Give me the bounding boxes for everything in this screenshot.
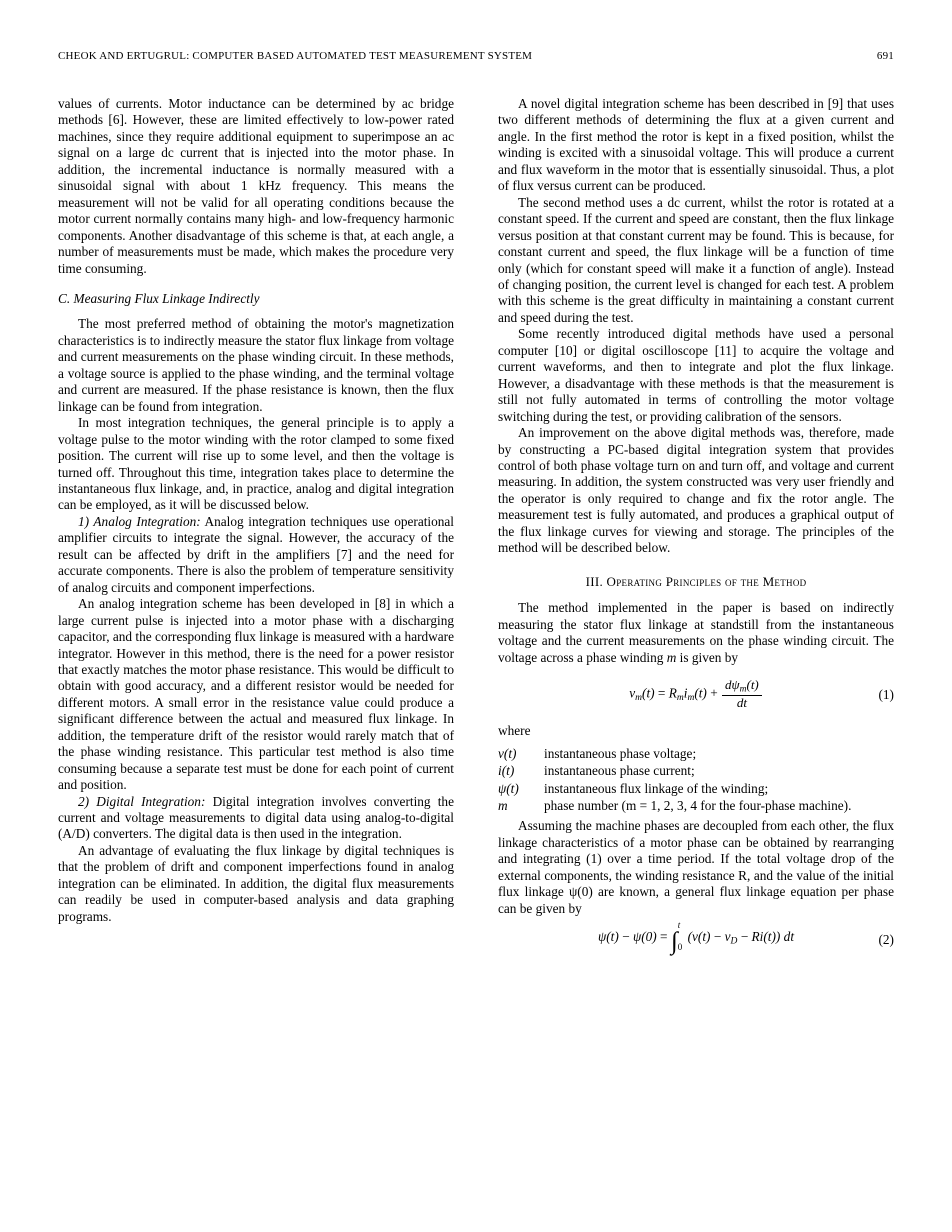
left-column	[58, 96, 454, 1186]
running-head-title: CHEOK AND ERTUGRUL: COMPUTER BASED AUTOMATED TEST MEASUREMENT SYSTEM	[58, 50, 533, 62]
run-in-heading-digital: 2) Digital Integration:	[78, 793, 206, 809]
paragraph-digital-integration	[58, 794, 454, 843]
right-column	[498, 96, 894, 1186]
definition: phase number (m = 1, 2, 3, 4 for the four-phase machine).	[544, 798, 852, 813]
paragraph: Assuming the machine phases are decoupled from each other, the flux linkage characteristics of a motor phase can be obtained by rearranging and integrating (1) over a time period. If the total voltage drop of the external components, the winding resistance R, and the value of the initial flux linkage ψ(0) are known, a general flux linkage equation per phase can be given by	[498, 818, 894, 916]
paragraph: A novel digital integration scheme has been described in [9] that uses two different methods of determining the flux at a given current and angle. In the first method the rotor is kept in a fixed position, whilst the winding is excited with a sinusoidal voltage. This will produce a current and flux waveform in the motor that is essentially sinusoidal. Thus, a plot of flux versus current can be produced.	[498, 96, 894, 194]
symbol: m	[498, 798, 508, 813]
page-number: 691	[876, 50, 894, 62]
list-item	[498, 798, 894, 814]
paragraph: The most preferred method of obtaining the motor's magnetization characteristics is to indirectly measure the stator flux linkage from voltage and current measurements on the phase winding circuit. In these methods, a voltage source is applied to the phase winding, and the terminal voltage and current are measured. If the phase resistance is known, then the flux linkage can be found from integration.	[58, 316, 454, 414]
symbol: v(t)	[498, 745, 517, 761]
equation-2-number: (2)	[878, 931, 894, 947]
paragraph: An improvement on the above digital methods was, therefore, made by constructing a PC-based digital integration system that provides control of both phase voltage turn on and turn off, and voltage and current measuring. In addition, the system constructed was very user friendly and the operator is only required to change and fix the rotor angle. The measurement test is fully automated, and produces a graphical output of the flux linkage curves for viewing and storage. The principles of the method will be described below.	[498, 425, 894, 556]
equation-1-fraction: $\frac{\text{dψm(t)}}{dt}$	[722, 678, 762, 711]
equation-1: vm(t) = Rmim(t) + $\frac{\text{dψm(t)}}{dt}$ (1)	[629, 676, 894, 711]
definition: instantaneous flux linkage of the winding;	[544, 780, 769, 796]
paragraph: In most integration techniques, the general principle is to apply a voltage pulse to the motor winding with the rotor clamped to some fixed position. The current will rise up to some level, and then the voltage is turned off. Throughout this time, integration takes place to determine the instantaneous flux linkage, and, in practice, analog and digital integration can be employed, as it will be discussed below.	[58, 415, 454, 513]
symbol-definition-list	[498, 746, 894, 815]
list-item	[498, 763, 894, 779]
definition: instantaneous phase current;	[544, 763, 695, 779]
paragraph: An advantage of evaluating the flux linkage by digital techniques is that the problem of drift and component imperfections found in analog integration can be eliminated. In addition, the digital flux measurements can readily be used in computer-based analysis and data graphing programs.	[58, 842, 454, 924]
definition: instantaneous phase voltage;	[544, 745, 697, 761]
symbol: i(t)	[498, 763, 515, 779]
paragraph-method-intro	[498, 600, 894, 666]
symbol: ψ(t)	[498, 780, 519, 796]
paragraph: The second method uses a dc current, whilst the rotor is rotated at a constant speed. If the current and speed are constant, then the flux linkage versus position at that constant current may be found. This is because, for constant current and speed, the flux linkage will be a function of time only (which for constant speed will make it a function of angle). Instead of changing position, the current level is changed for each test. A problem with this scheme is the great difficulty in maintaining a constant current and speed during the test.	[498, 194, 894, 325]
paragraph-text: Digital integration involves converting the current and voltage measurements to digital data using analog-to-digital (A/D) converters. The digital data is then used in the integration.	[58, 793, 454, 842]
subsection-heading-c: C. Measuring Flux Linkage Indirectly	[58, 290, 260, 306]
paragraph-continued: values of currents. Motor inductance can be determined by ac bridge methods [6]. However, these are limited effectively to low-power rated machines, since they require additional equipment to superimpose an ac signal on a large dc current that is injected into the motor phase. In addition, the incremental inductance is normally measured with a sinusoidal signal with about 1 kHz frequency. This means the measurement will not be valid for all operating conditions because the motor current normally contains many high- and low-frequency harmonic components. Another disadvantage of this scheme is that, at each angle, a number of measurements must be made, which makes the procedure very time consuming.	[58, 96, 454, 276]
run-in-heading-analog: 1) Analog Integration:	[78, 513, 201, 529]
running-head	[58, 50, 894, 64]
list-item	[498, 781, 894, 797]
body-columns	[58, 96, 894, 1186]
paragraph-analog-integration	[58, 514, 454, 596]
list-item	[498, 746, 894, 762]
paragraph-text: Analog integration techniques use operational amplifier circuits to integrate the signal. However, the accuracy of the result can be affected by drift in the amplifiers [7] and the need for accurate components. There is also the problem of temperature sensitivity of analog circuits and component imperfections.	[58, 513, 454, 595]
inline-math-m: m	[666, 649, 677, 665]
integral-limits: t 0	[677, 920, 683, 953]
paragraph-text-a: The method implemented in the paper is based on indirectly measuring the stator flux linkage at standstill from the instantaneous voltage and the current measurements on the phase winding circuit. The voltage across a phase winding	[498, 600, 894, 665]
integral-symbol: ∫	[670, 927, 678, 955]
paragraph-text-b: is given by	[676, 649, 739, 665]
equation-2: ψ(t) − ψ(0) = ∫ t 0 (v(t) − vD − Ri(t)) dt (2)	[597, 920, 894, 955]
paragraph: Some recently introduced digital methods have used a personal computer [10] or digital oscilloscope [11] to acquire the voltage and current waveforms, and then to integrate and plot the flux linkage. However, a disadvantage with these methods is that the measurement is still not fully automated in terms of controlling the motor voltage switching during the test, or providing calibration of the sensors.	[498, 326, 894, 424]
equation-1-number: (1)	[878, 686, 894, 702]
where-label: where	[498, 723, 531, 739]
section-heading-iii: III. Operating Principles of the Method	[585, 573, 807, 589]
paragraph: An analog integration scheme has been developed in [8] in which a large current pulse is injected into a motor phase with a discharging capacitor, and the corresponding flux linkage is measured with a hardware integrator. However in this method, there is the need for a power resistor that exactly matches the motor phase resistance. This would be difficult to obtain with good accuracy, and a different resistor would be needed for different motors. A small error in the resistance value could produce a significant difference between the actual and measured flux linkage. In addition, the temperature drift of the resistor would rarely match that of the phase winding resistance. This particular test method is also time consuming because a separate test must be done for each point of current and position.	[58, 596, 454, 793]
